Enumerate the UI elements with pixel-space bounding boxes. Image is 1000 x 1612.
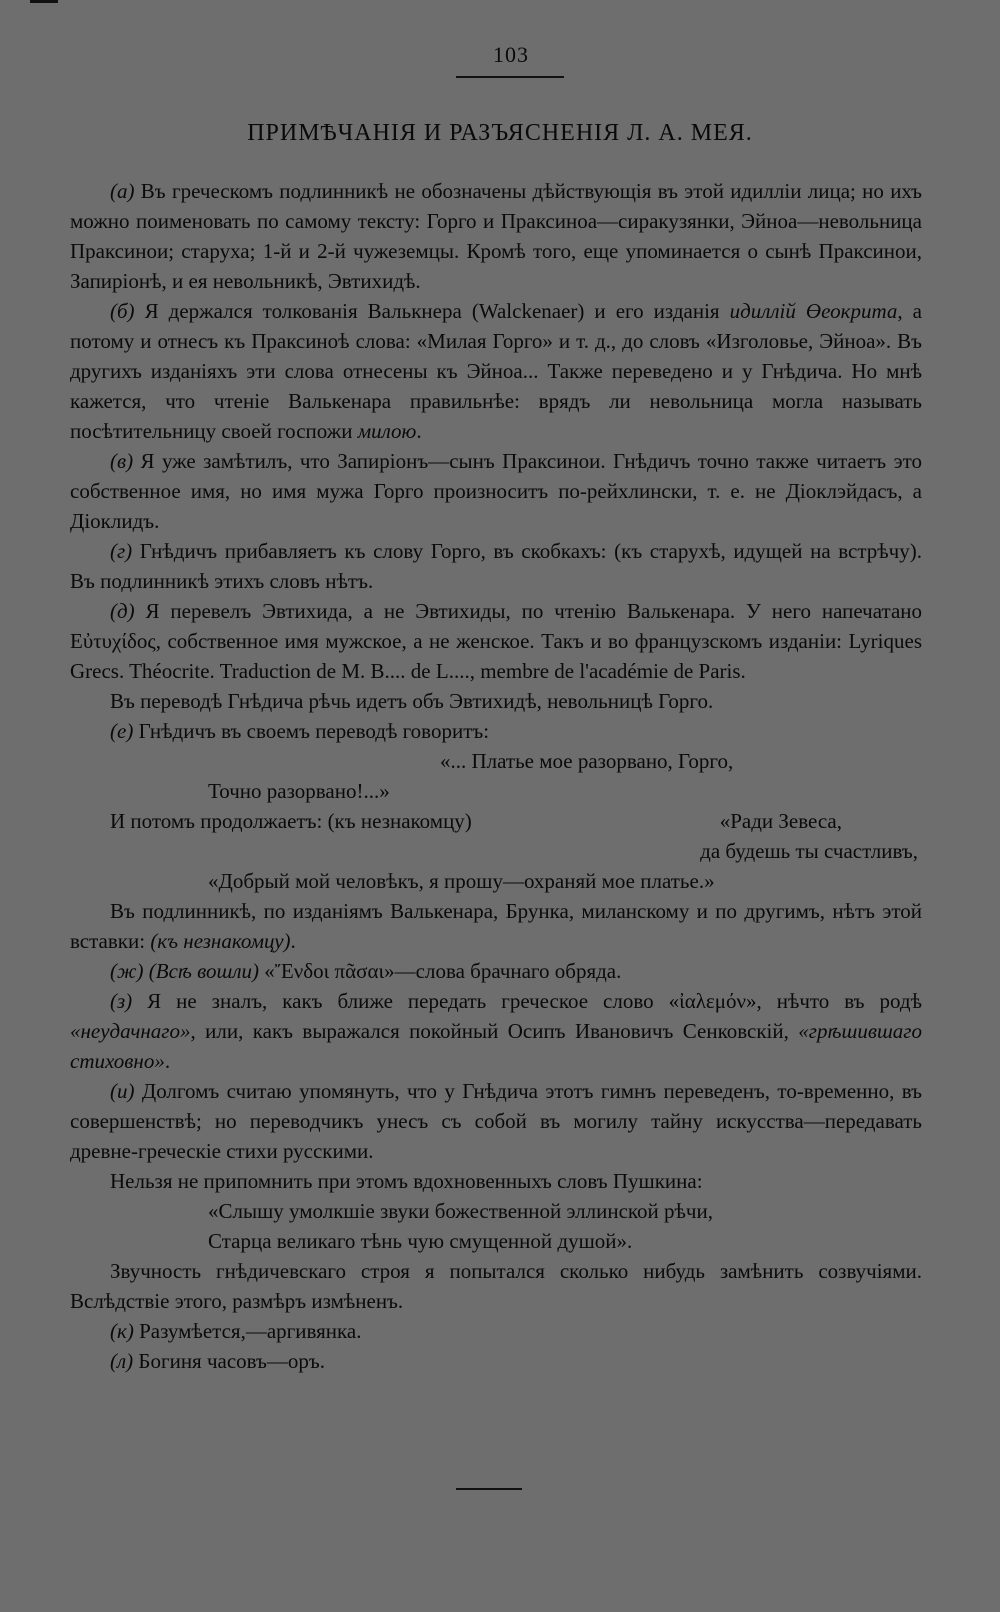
quote-continuation-row <box>70 806 922 836</box>
note-emphasis: (Всѣ вошли) <box>143 959 260 983</box>
note-g <box>70 536 922 596</box>
note-emphasis: идиллій Өеокрита <box>729 299 898 323</box>
quote-line: «Ради Зевеса, <box>719 809 842 833</box>
note-zh <box>70 956 922 986</box>
note-text: , или, какъ выражался покойный Осипъ Ивановичъ Сенковскій, <box>190 1019 799 1043</box>
note-e <box>70 716 922 746</box>
note-e-after <box>70 896 922 956</box>
verse-line: «Слышу умолкшіе звуки божественной эллинской рѣчи, <box>208 1199 713 1223</box>
note-emphasis: «грѣшившаго стиховно» <box>70 1019 922 1073</box>
note-l <box>70 1346 922 1376</box>
note-text: . <box>164 1049 171 1073</box>
note-text: Я держался толкованія Валькнера (Walckenaer) и его изданія <box>134 299 730 323</box>
scan-mark <box>30 0 58 3</box>
note-emphasis: (къ незнакомцу) <box>150 929 291 953</box>
note-text: Я не зналъ, какъ ближе передать греческое слово «ἰαλεμόν», нѣчто въ родѣ <box>132 989 922 1013</box>
note-b <box>70 296 922 446</box>
note-label: (к) <box>110 1319 134 1343</box>
note-label: (в) <box>110 449 134 473</box>
note-label: (б) <box>110 299 135 323</box>
note-text: Въ греческомъ подлинникѣ не обозначены дѣйствующія въ этой идилліи лица; но ихъ можно поименовать по самому тексту: Горго и Праксиноа—сиракузянки, Эйноа—невольница Праксинои; старуха; 1-й и 2-й чужеземцы. Кромѣ того, еще упоминается о сынѣ Праксинои, Запиріонѣ, и ея невольникѣ, Эвтихидѣ. <box>70 179 922 293</box>
note-i-after: Звучность гнѣдичевскаго строя я попытался сколько нибудь замѣнить созвучіями. Вслѣдствіе этого, размѣръ измѣненъ. <box>70 1259 922 1313</box>
note-label: (г) <box>110 539 133 563</box>
quote-line: да будешь ты счастливъ, <box>700 839 918 863</box>
note-text: Я уже замѣтилъ, что Запиріонъ—сынъ Праксинои. Гнѣдичъ точно также читаетъ это собственное имя, но имя мужа Горго произноситъ по-рейхлински, т. е. не Діоклэйдасъ, а Діоклидъ. <box>70 449 922 533</box>
note-label: (и) <box>110 1079 135 1103</box>
note-z <box>70 986 922 1076</box>
note-text: Я перевелъ Эвтихида, а не Эвтихиды, по чтенію Валькенара. У него напечатано Εὐτυχίδος, собственное имя мужское, а не женское. Такъ и во французскомъ изданіи: Lyriques Grecs. Théocrite. Traduction de M. B.... de L...., membre de l'académie de Paris. <box>70 599 922 683</box>
note-a <box>70 176 922 296</box>
quote-line: Точно разорвано!...» <box>208 779 390 803</box>
end-rule <box>456 1488 522 1490</box>
note-d <box>70 596 922 686</box>
note-label: (а) <box>110 179 135 203</box>
note-text: . <box>290 929 296 953</box>
quote-continuation-text: И потомъ продолжаетъ: (къ незнакомцу) <box>110 809 472 833</box>
page-number: 103 <box>493 42 529 67</box>
note-label: (ж) <box>110 959 144 983</box>
note-v <box>70 446 922 536</box>
note-text: Гнѣдичъ въ своемъ переводѣ говоритъ: <box>133 719 490 743</box>
note-text: Разумѣется,—аргивянка. <box>133 1319 362 1343</box>
note-text: Гнѣдичъ прибавляетъ къ слову Горго, въ скобкахъ: (къ старухѣ, идущей на встрѣчу). Въ подлинникѣ этихъ словъ нѣтъ. <box>70 539 922 593</box>
quote-line: «Добрый мой человѣкъ, я прошу—охраняй мое платье.» <box>208 869 715 893</box>
page-title: ПРИМѢЧАНІЯ И РАЗЪЯСНЕНІЯ Л. А. МЕЯ. <box>247 120 753 146</box>
note-label: (е) <box>110 719 134 743</box>
note-text: , а потому и отнесъ къ Праксиноѣ слова: «Милая Горго» и т. д., до словъ «Изголовье, Эйноа». Въ другихъ изданіяхъ эти слова отнесены къ Эйноа... Также переведено и у Гнѣдича. Но мнѣ кажется, что чтеніе Валькенара правильнѣе: врядъ ли невольница могла называть посѣтительницу своей госпожи <box>70 299 923 443</box>
quote-line: «... Платье мое разорвано, Горго, <box>440 749 734 773</box>
note-d-continuation: Въ переводѣ Гнѣдича рѣчь идетъ объ Эвтихидѣ, невольницѣ Горго. <box>110 689 714 713</box>
note-label: (з) <box>110 989 133 1013</box>
notes-body <box>70 176 922 1376</box>
note-k <box>70 1316 922 1346</box>
note-emphasis: милою <box>357 419 417 443</box>
note-i <box>70 1076 922 1166</box>
page-number-underline <box>456 76 564 78</box>
verse-line: Старца великаго тѣнь чую смущенной душой». <box>208 1229 633 1253</box>
note-text: Въ подлинникѣ, по изданіямъ Валькенара, Брунка, миланскому и по другимъ, нѣтъ этой вставки: <box>70 899 922 953</box>
note-text: Богиня часовъ—оръ. <box>133 1349 326 1373</box>
note-text: Долгомъ считаю упомянуть, что у Гнѣдича этотъ гимнъ переведенъ, то-временно, въ совершенствѣ; но переводчикъ унесъ съ собой въ могилу тайну искусства—передавать древне-греческіе стихи русскими. <box>70 1079 922 1163</box>
note-text: «Ἔνδοι πᾶσαι»—слова брачнаго обряда. <box>259 959 622 983</box>
note-text: . <box>416 419 422 443</box>
note-emphasis: «неудачнаго» <box>70 1019 191 1043</box>
note-i-continuation: Нельзя не припомнить при этомъ вдохновенныхъ словъ Пушкина: <box>110 1169 703 1193</box>
note-label: (л) <box>110 1349 134 1373</box>
note-label: (д) <box>110 599 135 623</box>
